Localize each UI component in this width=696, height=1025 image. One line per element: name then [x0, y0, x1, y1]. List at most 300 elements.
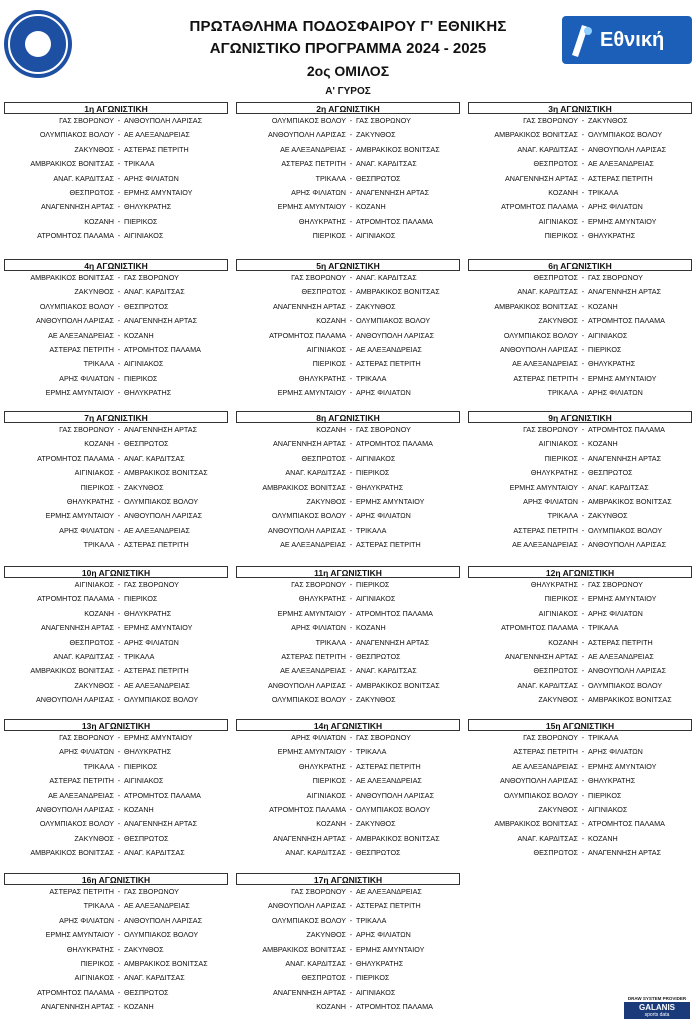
match-separator: - [117, 580, 121, 589]
match-row [236, 357, 460, 371]
away-team: ΑΕ ΑΛΕΞΑΝΔΡΕΙΑΣ [356, 887, 422, 896]
match-separator: - [117, 482, 121, 492]
match-separator: - [581, 388, 585, 398]
match-separator: - [349, 819, 353, 829]
match-separator: - [581, 173, 585, 183]
away-team: ΑΕ ΑΛΕΞΑΝΔΡΕΙΑΣ [124, 525, 190, 535]
home-team: ΓΑΣ ΣΒΟΡΩΝΟΥ [59, 733, 114, 742]
matchday-block [236, 719, 460, 871]
away-team: ΠΙΕΡΙΚΟΣ [124, 594, 158, 604]
match-row [236, 215, 460, 229]
home-team: ΑΝΑΓ. ΚΑΡΔΙΤΣΑΣ [53, 651, 114, 661]
home-team: ΑΜΒΡΑΚΙΚΟΣ ΒΟΝΙΤΣΑΣ [30, 848, 114, 858]
match-separator: - [581, 359, 585, 369]
matchday-block [468, 719, 692, 871]
match-separator: - [117, 747, 121, 757]
home-team: ΑΕ ΑΛΕΞΑΝΔΡΕΙΑΣ [48, 330, 114, 340]
away-team: ΑΣΤΕΡΑΣ ΠΕΤΡΙΤΗ [356, 901, 421, 911]
match-row [468, 314, 692, 328]
home-team: ΑΣΤΕΡΑΣ ΠΕΤΡΙΤΗ [513, 747, 578, 757]
home-team: ΑΜΒΡΑΚΙΚΟΣ ΒΟΝΙΤΣΑΣ [30, 666, 114, 676]
home-team: ΘΗΛΥΚΡΑΤΗΣ [298, 594, 346, 604]
match-row [236, 679, 460, 693]
match-row [468, 200, 692, 214]
away-team: ΑΣΤΕΡΑΣ ΠΕΤΡΙΤΗ [124, 144, 189, 154]
away-team: ΑΤΡΟΜΗΤΟΣ ΠΑΛΑΜΑ [356, 439, 433, 449]
match-row [236, 285, 460, 299]
match-separator: - [117, 594, 121, 604]
home-team: ΓΑΣ ΣΒΟΡΩΝΟΥ [291, 580, 346, 589]
away-team: ΘΕΣΠΡΩΤΟΣ [124, 833, 169, 843]
matchday-title: 4η ΑΓΩΝΙΣΤΙΚΗ [4, 259, 228, 271]
match-separator: - [349, 761, 353, 771]
away-team: ΑΙΓΙΝΙΑΚΟΣ [124, 359, 164, 369]
away-team: ΤΡΙΚΑΛΑ [588, 623, 619, 633]
away-team: ΘΗΛΥΚΡΑΤΗΣ [124, 202, 172, 212]
away-team: ΑΝΑΓΕΝΝΗΣΗ ΑΡΤΑΣ [588, 848, 662, 858]
match-separator: - [581, 525, 585, 535]
away-team: ΚΟΖΑΝΗ [588, 439, 618, 449]
home-team: ΘΕΣΠΡΩΤΟΣ [69, 637, 114, 647]
matchday-title: 15η ΑΓΩΝΙΣΤΙΚΗ [468, 719, 692, 731]
home-team: ΑΣΤΕΡΑΣ ΠΕΤΡΙΤΗ [513, 525, 578, 535]
match-separator: - [117, 651, 121, 661]
away-team: ΘΕΣΠΡΩΤΟΣ [356, 848, 401, 858]
match-row [468, 466, 692, 480]
match-separator: - [117, 116, 121, 125]
home-team: ΑΤΡΟΜΗΤΟΣ ΠΑΛΑΜΑ [37, 594, 114, 604]
match-separator: - [117, 453, 121, 463]
away-team: ΑΝΘΟΥΠΟΛΗ ΛΑΡΙΣΑΣ [356, 330, 435, 340]
match-row [468, 538, 692, 552]
home-team: ΕΡΜΗΣ ΑΜΥΝΤΑΙΟΥ [277, 202, 346, 212]
match-row [236, 928, 460, 942]
match-row [4, 509, 228, 523]
match-row [236, 386, 460, 400]
home-team: ΘΕΣΠΡΩΤΟΣ [301, 973, 346, 983]
match-row [468, 143, 692, 157]
match-separator: - [349, 202, 353, 212]
match-separator: - [581, 608, 585, 618]
home-team: ΚΟΖΑΝΗ [316, 1002, 346, 1012]
match-separator: - [117, 666, 121, 676]
away-team: ΟΛΥΜΠΙΑΚΟΣ ΒΟΛΟΥ [124, 695, 199, 705]
match-row [468, 621, 692, 635]
away-team: ΑΙΓΙΝΙΑΚΟΣ [124, 231, 164, 241]
home-team: ΑΕ ΑΛΕΞΑΝΔΡΕΙΑΣ [512, 540, 578, 550]
sponsor-name: GALANIS [639, 1003, 675, 1012]
match-separator: - [349, 608, 353, 618]
sponsor-badge [624, 996, 690, 1022]
home-team: ΓΑΣ ΣΒΟΡΩΝΟΥ [291, 887, 346, 896]
home-team: ΟΛΥΜΠΙΑΚΟΣ ΒΟΛΟΥ [39, 301, 114, 311]
match-separator: - [349, 680, 353, 690]
away-team: ΘΗΛΥΚΡΑΤΗΣ [588, 776, 636, 786]
matchday-title: 10η ΑΓΩΝΙΣΤΙΚΗ [4, 566, 228, 578]
match-row [4, 693, 228, 707]
away-team: ΘΗΛΥΚΡΑΤΗΣ [124, 388, 172, 398]
home-team: ΚΟΖΑΝΗ [548, 637, 578, 647]
match-separator: - [117, 316, 121, 326]
away-team: ΑΕ ΑΛΕΞΑΝΔΡΕΙΑΣ [588, 651, 654, 661]
home-team: ΓΑΣ ΣΒΟΡΩΝΟΥ [291, 273, 346, 282]
away-team: ΠΙΕΡΙΚΟΣ [356, 468, 390, 478]
match-row [4, 592, 228, 606]
match-row [4, 229, 228, 243]
home-team: ΓΑΣ ΣΒΟΡΩΝΟΥ [523, 116, 578, 125]
home-team: ΖΑΚΥΝΘΟΣ [538, 804, 578, 814]
home-team: ΑΕ ΑΛΕΞΑΝΔΡΕΙΑΣ [512, 761, 578, 771]
away-team: ΠΙΕΡΙΚΟΣ [356, 973, 390, 983]
match-separator: - [349, 958, 353, 968]
match-separator: - [117, 330, 121, 340]
home-team: ΓΑΣ ΣΒΟΡΩΝΟΥ [523, 733, 578, 742]
home-team: ΟΛΥΜΠΙΑΚΟΣ ΒΟΛΟΥ [271, 116, 346, 125]
match-separator: - [349, 637, 353, 647]
match-separator: - [349, 915, 353, 925]
away-team: ΑΡΗΣ ΦΙΛΙΑΤΩΝ [356, 511, 411, 521]
match-row [4, 1000, 228, 1014]
away-team: ΑΜΒΡΑΚΙΚΟΣ ΒΟΝΙΤΣΑΣ [356, 144, 440, 154]
home-team: ΑΡΗΣ ΦΙΛΙΑΤΩΝ [59, 915, 114, 925]
away-team: ΖΑΚΥΝΘΟΣ [124, 482, 164, 492]
league-logo [562, 16, 692, 64]
home-team: ΑΡΗΣ ΦΙΛΙΑΤΩΝ [291, 187, 346, 197]
match-row [4, 215, 228, 229]
matchday-title: 3η ΑΓΩΝΙΣΤΙΚΗ [468, 102, 692, 114]
away-team: ΖΑΚΥΝΘΟΣ [588, 511, 628, 521]
match-separator: - [349, 747, 353, 757]
match-row [236, 437, 460, 451]
group-label: 2ος ΟΜΙΛΟΣ [306, 63, 390, 79]
match-row [468, 386, 692, 400]
home-team: ΑΕ ΑΛΕΞΑΝΔΡΕΙΑΣ [280, 144, 346, 154]
match-separator: - [349, 130, 353, 140]
match-row [468, 271, 692, 285]
match-row [468, 300, 692, 314]
match-row [468, 509, 692, 523]
match-row [4, 731, 228, 745]
away-team: ΑΤΡΟΜΗΤΟΣ ΠΑΛΑΜΑ [588, 316, 665, 326]
away-team: ΟΛΥΜΠΙΑΚΟΣ ΒΟΛΟΥ [588, 680, 663, 690]
home-team: ΑΝΑΓ. ΚΑΡΔΙΤΣΑΣ [517, 680, 578, 690]
match-separator: - [117, 637, 121, 647]
away-team: ΑΝΑΓΕΝΝΗΣΗ ΑΡΤΑΣ [356, 637, 430, 647]
match-separator: - [117, 887, 121, 896]
match-row [236, 372, 460, 386]
home-team: ΑΙΓΙΝΙΑΚΟΣ [306, 344, 346, 354]
match-row [4, 285, 228, 299]
away-team: ΕΡΜΗΣ ΑΜΥΝΤΑΙΟΥ [588, 373, 657, 383]
home-team: ΑΝΑΓ. ΚΑΡΔΙΤΣΑΣ [285, 848, 346, 858]
match-separator: - [117, 833, 121, 843]
match-separator: - [349, 359, 353, 369]
away-team: ΖΑΚΥΝΘΟΣ [588, 116, 628, 125]
match-row [4, 437, 228, 451]
match-row [4, 664, 228, 678]
match-row [4, 650, 228, 664]
match-row [236, 885, 460, 899]
home-team: ΘΕΣΠΡΩΤΟΣ [69, 187, 114, 197]
home-team: ΖΑΚΥΝΘΟΣ [74, 833, 114, 843]
match-separator: - [581, 116, 585, 125]
match-separator: - [349, 973, 353, 983]
home-team: ΓΑΣ ΣΒΟΡΩΝΟΥ [523, 425, 578, 434]
away-team: ΤΡΙΚΑΛΑ [356, 373, 387, 383]
match-separator: - [117, 623, 121, 633]
match-row [236, 650, 460, 664]
match-separator: - [581, 804, 585, 814]
match-separator: - [117, 359, 121, 369]
page-title: ΠΡΩΤΑΘΛΗΜΑ ΠΟΔΟΣΦΑΙΡΟΥ Γ' ΕΘΝΙΚΗΣ [189, 18, 507, 35]
away-team: ΑΝΑΓ. ΚΑΡΔΙΤΣΑΣ [124, 973, 185, 983]
match-separator: - [349, 482, 353, 492]
match-row [4, 538, 228, 552]
away-team: ΘΗΛΥΚΡΑΤΗΣ [588, 359, 636, 369]
match-row [236, 803, 460, 817]
match-separator: - [117, 388, 121, 398]
home-team: ΑΣΤΕΡΑΣ ΠΕΤΡΙΤΗ [513, 373, 578, 383]
match-separator: - [349, 344, 353, 354]
away-team: ΑΡΗΣ ΦΙΛΙΑΤΩΝ [588, 388, 643, 398]
away-team: ΑΝΑΓΕΝΝΗΣΗ ΑΡΤΑΣ [124, 316, 198, 326]
home-team: ΑΝΘΟΥΠΟΛΗ ΛΑΡΙΣΑΣ [267, 680, 346, 690]
match-separator: - [349, 790, 353, 800]
match-row [468, 832, 692, 846]
away-team: ΑΙΓΙΝΙΑΚΟΣ [356, 594, 396, 604]
match-separator: - [581, 651, 585, 661]
home-team: ΑΜΒΡΑΚΙΚΟΣ ΒΟΝΙΤΣΑΣ [494, 301, 578, 311]
match-row [236, 664, 460, 678]
home-team: ΟΛΥΜΠΙΑΚΟΣ ΒΟΛΟΥ [39, 819, 114, 829]
match-separator: - [349, 580, 353, 589]
match-separator: - [581, 425, 585, 434]
match-separator: - [581, 273, 585, 282]
away-team: ΑΝΘΟΥΠΟΛΗ ΛΑΡΙΣΑΣ [588, 540, 667, 550]
page-subtitle: ΑΓΩΝΙΣΤΙΚΟ ΠΡΟΓΡΑΜΜΑ 2024 - 2025 [209, 40, 487, 57]
match-separator: - [117, 130, 121, 140]
match-separator: - [349, 695, 353, 705]
home-team: ΑΣΤΕΡΑΣ ΠΕΤΡΙΤΗ [49, 887, 114, 896]
match-separator: - [117, 159, 121, 169]
away-team: ΑΜΒΡΑΚΙΚΟΣ ΒΟΝΙΤΣΑΣ [124, 468, 208, 478]
match-separator: - [117, 804, 121, 814]
match-separator: - [581, 580, 585, 589]
match-separator: - [117, 144, 121, 154]
match-row [468, 679, 692, 693]
home-team: ΘΕΣΠΡΩΤΟΣ [301, 287, 346, 297]
match-row [4, 774, 228, 788]
away-team: ΑΝΑΓΕΝΝΗΣΗ ΑΡΤΑΣ [124, 425, 198, 434]
match-row [4, 760, 228, 774]
away-team: ΚΟΖΑΝΗ [356, 202, 386, 212]
home-team: ΑΝΘΟΥΠΟΛΗ ΛΑΡΙΣΑΣ [35, 804, 114, 814]
matchday-title: 9η ΑΓΩΝΙΣΤΙΚΗ [468, 411, 692, 423]
match-separator: - [581, 202, 585, 212]
match-separator: - [581, 776, 585, 786]
match-row [4, 157, 228, 171]
away-team: ΘΕΣΠΡΩΤΟΣ [588, 468, 633, 478]
match-row [236, 745, 460, 759]
match-separator: - [349, 373, 353, 383]
home-team: ΤΡΙΚΑΛΑ [83, 761, 114, 771]
home-team: ΖΑΚΥΝΘΟΣ [538, 316, 578, 326]
home-team: ΑΣΤΕΡΑΣ ΠΕΤΡΙΤΗ [281, 159, 346, 169]
home-team: ΑΣΤΕΡΑΣ ΠΕΤΡΙΤΗ [49, 344, 114, 354]
match-separator: - [581, 511, 585, 521]
match-separator: - [117, 819, 121, 829]
match-row [236, 186, 460, 200]
home-team: ΖΑΚΥΝΘΟΣ [538, 695, 578, 705]
match-separator: - [581, 468, 585, 478]
match-separator: - [581, 159, 585, 169]
match-row [468, 285, 692, 299]
away-team: ΓΑΣ ΣΒΟΡΩΝΟΥ [588, 580, 643, 589]
away-team: ΑΣΤΕΡΑΣ ΠΕΤΡΙΤΗ [356, 761, 421, 771]
home-team: ΑΝΑΓΕΝΝΗΣΗ ΑΡΤΑΣ [272, 833, 346, 843]
home-team: ΑΤΡΟΜΗΤΟΣ ΠΑΛΑΜΑ [269, 330, 346, 340]
match-row [4, 986, 228, 1000]
away-team: ΑΝΑΓΕΝΝΗΣΗ ΑΡΤΑΣ [588, 453, 662, 463]
away-team: ΖΑΚΥΝΘΟΣ [356, 301, 396, 311]
away-team: ΑΜΒΡΑΚΙΚΟΣ ΒΟΝΙΤΣΑΣ [356, 680, 440, 690]
match-row [236, 128, 460, 142]
match-row [236, 481, 460, 495]
home-team: ΤΡΙΚΑΛΑ [83, 901, 114, 911]
match-separator: - [117, 776, 121, 786]
away-team: ΚΟΖΑΝΗ [588, 833, 618, 843]
home-team: ΑΜΒΡΑΚΙΚΟΣ ΒΟΝΙΤΣΑΣ [30, 273, 114, 282]
away-team: ΚΟΖΑΝΗ [124, 804, 154, 814]
home-team: ΟΛΥΜΠΙΑΚΟΣ ΒΟΛΟΥ [39, 130, 114, 140]
match-row [236, 172, 460, 186]
match-row [236, 760, 460, 774]
match-separator: - [349, 439, 353, 449]
away-team: ΕΡΜΗΣ ΑΜΥΝΤΑΙΟΥ [356, 496, 425, 506]
away-team: ΑΜΒΡΑΚΙΚΟΣ ΒΟΝΙΤΣΑΣ [588, 695, 672, 705]
match-row [468, 578, 692, 592]
home-team: ΑΝΑΓΕΝΝΗΣΗ ΑΡΤΑΣ [272, 301, 346, 311]
match-separator: - [349, 159, 353, 169]
match-row [236, 607, 460, 621]
match-separator: - [349, 848, 353, 858]
away-team: ΑΜΒΡΑΚΙΚΟΣ ΒΟΝΙΤΣΑΣ [356, 287, 440, 297]
home-team: ΚΟΖΑΝΗ [316, 316, 346, 326]
home-team: ΤΡΙΚΑΛΑ [83, 540, 114, 550]
home-team: ΟΛΥΜΠΙΑΚΟΣ ΒΟΛΟΥ [503, 330, 578, 340]
match-separator: - [581, 496, 585, 506]
home-team: ΘΗΛΥΚΡΑΤΗΣ [66, 944, 114, 954]
match-row [236, 114, 460, 128]
match-row [236, 693, 460, 707]
away-team: ΑΕ ΑΛΕΞΑΝΔΡΕΙΑΣ [124, 901, 190, 911]
matchday-title: 12η ΑΓΩΝΙΣΤΙΚΗ [468, 566, 692, 578]
home-team: ΑΜΒΡΑΚΙΚΟΣ ΒΟΝΙΤΣΑΣ [30, 159, 114, 169]
away-team: ΑΣΤΕΡΑΣ ΠΕΤΡΙΤΗ [124, 540, 189, 550]
home-team: ΘΕΣΠΡΩΤΟΣ [533, 159, 578, 169]
home-team: ΑΙΓΙΝΙΑΚΟΣ [538, 439, 578, 449]
home-team: ΑΙΓΙΝΙΑΚΟΣ [538, 608, 578, 618]
match-separator: - [349, 776, 353, 786]
home-team: ΑΝΑΓΕΝΝΗΣΗ ΑΡΤΑΣ [504, 651, 578, 661]
match-separator: - [117, 301, 121, 311]
match-row [4, 186, 228, 200]
match-separator: - [349, 1002, 353, 1012]
away-team: ΑΤΡΟΜΗΤΟΣ ΠΑΛΑΜΑ [124, 344, 201, 354]
match-row [468, 452, 692, 466]
home-team: ΘΕΣΠΡΩΤΟΣ [301, 453, 346, 463]
home-team: ΤΡΙΚΑΛΑ [315, 637, 346, 647]
away-team: ΑΜΒΡΑΚΙΚΟΣ ΒΟΝΙΤΣΑΣ [356, 833, 440, 843]
home-team: ΘΗΛΥΚΡΑΤΗΣ [530, 468, 578, 478]
away-team: ΚΟΖΑΝΗ [124, 330, 154, 340]
away-team: ΑΝΑΓ. ΚΑΡΔΙΤΣΑΣ [356, 666, 417, 676]
match-separator: - [349, 301, 353, 311]
home-team: ΕΡΜΗΣ ΑΜΥΝΤΑΙΟΥ [277, 608, 346, 618]
match-separator: - [117, 761, 121, 771]
match-row [468, 774, 692, 788]
match-separator: - [349, 623, 353, 633]
match-row [236, 229, 460, 243]
away-team: ΑΙΓΙΝΙΑΚΟΣ [356, 987, 396, 997]
match-row [468, 423, 692, 437]
match-row [4, 621, 228, 635]
home-team: ΟΛΥΜΠΙΑΚΟΣ ΒΟΛΟΥ [271, 915, 346, 925]
matchday-block [4, 411, 228, 563]
home-team: ΕΡΜΗΣ ΑΜΥΝΤΑΙΟΥ [277, 388, 346, 398]
match-row [4, 300, 228, 314]
home-team: ΑΜΒΡΑΚΙΚΟΣ ΒΟΝΙΤΣΑΣ [262, 482, 346, 492]
matchday-title: 14η ΑΓΩΝΙΣΤΙΚΗ [236, 719, 460, 731]
match-separator: - [349, 987, 353, 997]
home-team: ΑΣΤΕΡΑΣ ΠΕΤΡΙΤΗ [49, 776, 114, 786]
match-row [468, 650, 692, 664]
match-separator: - [349, 187, 353, 197]
away-team: ΑΝΑΓΕΝΝΗΣΗ ΑΡΤΑΣ [588, 287, 662, 297]
home-team: ΤΡΙΚΑΛΑ [547, 388, 578, 398]
match-separator: - [349, 666, 353, 676]
home-team: ΖΑΚΥΝΘΟΣ [74, 287, 114, 297]
away-team: ΤΡΙΚΑΛΑ [356, 747, 387, 757]
match-row [468, 789, 692, 803]
away-team: ΑΝΘΟΥΠΟΛΗ ΛΑΡΙΣΑΣ [356, 790, 435, 800]
home-team: ΤΡΙΚΑΛΑ [315, 173, 346, 183]
away-team: ΕΡΜΗΣ ΑΜΥΝΤΑΙΟΥ [124, 187, 193, 197]
away-team: ΑΤΡΟΜΗΤΟΣ ΠΑΛΑΜΑ [124, 790, 201, 800]
match-row [4, 314, 228, 328]
home-team: ΑΝΘΟΥΠΟΛΗ ΛΑΡΙΣΑΣ [499, 776, 578, 786]
home-team: ΑΝΑΓ. ΚΑΡΔΙΤΣΑΣ [53, 173, 114, 183]
away-team: ΑΡΗΣ ΦΙΛΙΑΤΩΝ [356, 388, 411, 398]
away-team: ΠΙΕΡΙΚΟΣ [588, 344, 622, 354]
away-team: ΑΙΓΙΝΙΑΚΟΣ [588, 804, 628, 814]
away-team: ΠΙΕΡΙΚΟΣ [588, 790, 622, 800]
home-team: ΓΑΣ ΣΒΟΡΩΝΟΥ [59, 425, 114, 434]
match-row [468, 186, 692, 200]
home-team: ΑΕ ΑΛΕΞΑΝΔΡΕΙΑΣ [512, 359, 578, 369]
away-team: ΘΕΣΠΡΩΤΟΣ [356, 173, 401, 183]
matchday-block [468, 259, 692, 411]
match-separator: - [349, 594, 353, 604]
home-team: ΑΜΒΡΑΚΙΚΟΣ ΒΟΝΙΤΣΑΣ [494, 130, 578, 140]
away-team: ΖΑΚΥΝΘΟΣ [356, 819, 396, 829]
away-team: ΟΛΥΜΠΙΑΚΟΣ ΒΟΛΟΥ [124, 496, 199, 506]
away-team: ΑΝΘΟΥΠΟΛΗ ΛΑΡΙΣΑΣ [588, 144, 667, 154]
match-row [4, 386, 228, 400]
home-team: ΓΑΣ ΣΒΟΡΩΝΟΥ [59, 116, 114, 125]
home-team: ΚΟΖΑΝΗ [84, 608, 114, 618]
away-team: ΘΗΛΥΚΡΑΤΗΣ [124, 747, 172, 757]
